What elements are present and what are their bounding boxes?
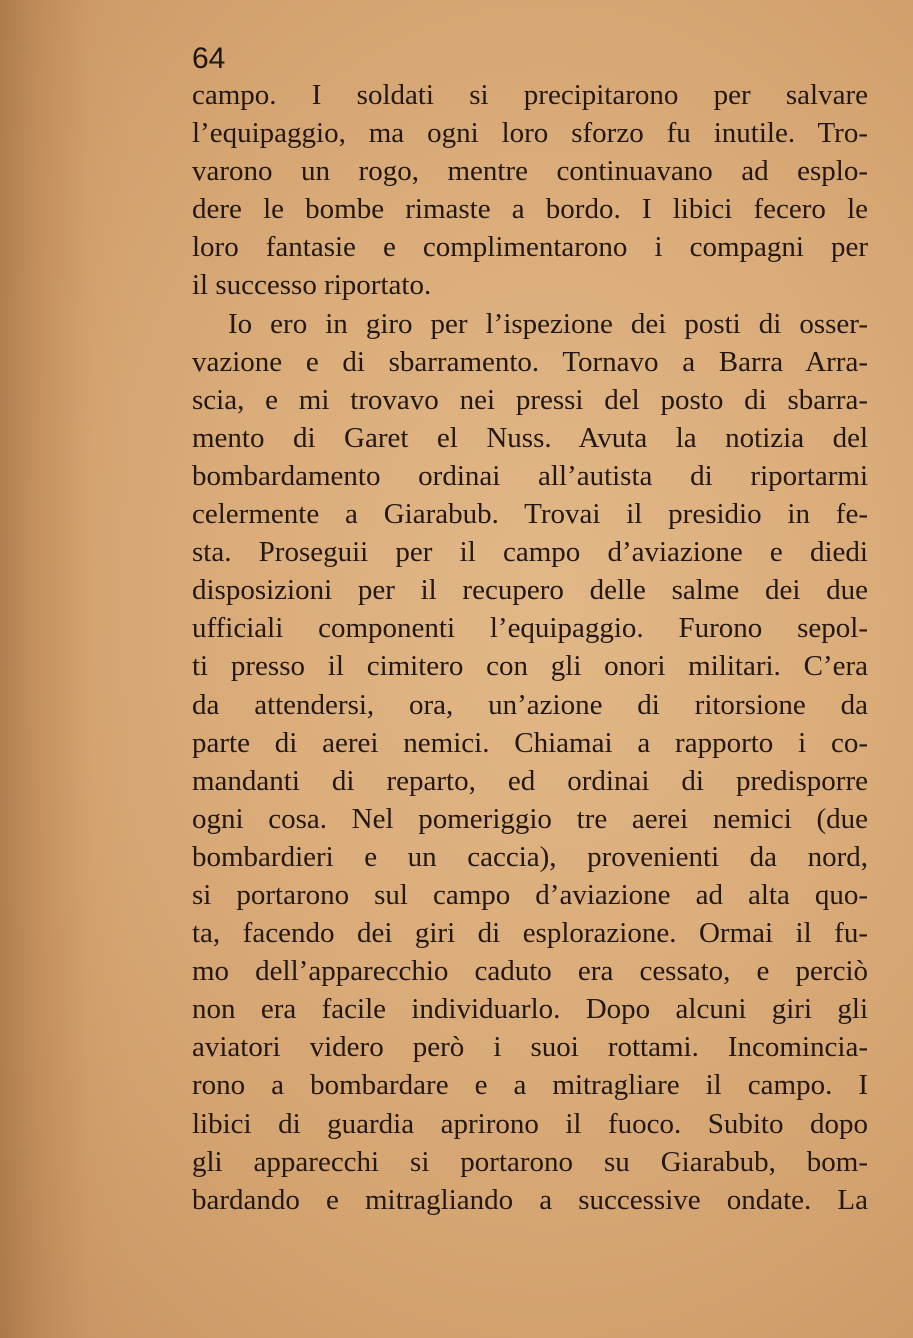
text-line: mento di Garet el Nuss. Avuta la notizia del bbox=[192, 421, 868, 454]
page-number: 64 bbox=[192, 42, 226, 75]
text-line: celermente a Giarabub. Trovai il presidio in fe- bbox=[192, 498, 868, 531]
text-line: ogni cosa. Nel pomeriggio tre aerei nemici (due bbox=[192, 802, 868, 835]
text-line: mo dell’apparecchio caduto era cessato, e perciò bbox=[192, 955, 868, 988]
text-line: bardando e mitragliando a successive ondate. La bbox=[192, 1183, 868, 1216]
text-line: varono un rogo, mentre continuavano ad esplo- bbox=[192, 155, 868, 188]
text-line: vazione e di sbarramento. Tornavo a Barra Arra- bbox=[192, 345, 868, 378]
text-line: ta, facendo dei giri di esplorazione. Ormai il fu- bbox=[192, 917, 868, 950]
text-line: parte di aerei nemici. Chiamai a rapporto i co- bbox=[192, 726, 868, 759]
text-line: gli apparecchi si portarono su Giarabub, bom- bbox=[192, 1145, 868, 1178]
text-line: disposizioni per il recupero delle salme dei due bbox=[192, 574, 868, 607]
body-text bbox=[192, 76, 868, 1219]
binding-gutter-shadow bbox=[0, 0, 130, 1338]
text-line: ufficiali componenti l’equipaggio. Furono sepol- bbox=[192, 612, 868, 645]
text-line: dere le bombe rimaste a bordo. I libici fecero le bbox=[192, 193, 868, 226]
text-line: si portarono sul campo d’aviazione ad alta quo- bbox=[192, 878, 868, 911]
text-line: campo. I soldati si precipitarono per salvare bbox=[192, 79, 868, 111]
text-line: mandanti di reparto, ed ordinai di predisporre bbox=[192, 764, 868, 797]
text-line: libici di guardia aprirono il fuoco. Subito dopo bbox=[192, 1107, 868, 1140]
text-line: loro fantasie e complimentarono i compagni per bbox=[192, 231, 868, 264]
text-line: scia, e mi trovavo nei pressi del posto di sbarra- bbox=[192, 383, 868, 416]
text-line: ti presso il cimitero con gli onori militari. C’era bbox=[192, 650, 868, 683]
text-line: aviatori videro però i suoi rottami. Incomincia- bbox=[192, 1031, 868, 1064]
text-line: il successo riportato. bbox=[192, 269, 432, 302]
text-line: bombardieri e un caccia), provenienti da nord, bbox=[192, 840, 868, 873]
text-line: non era facile individuarlo. Dopo alcuni giri gli bbox=[192, 993, 868, 1026]
text-line: rono a bombardare e a mitragliare il campo. I bbox=[192, 1069, 868, 1102]
text-line: sta. Proseguii per il campo d’aviazione e diedi bbox=[192, 536, 868, 569]
text-line: bombardamento ordinai all’autista di riportarmi bbox=[192, 459, 868, 492]
text-line: l’equipaggio, ma ogni loro sforzo fu inutile. Tro- bbox=[192, 117, 868, 150]
text-line: Io ero in giro per l’ispezione dei posti di osser- bbox=[228, 307, 868, 340]
text-line: da attendersi, ora, un’azione di ritorsione da bbox=[192, 688, 868, 721]
